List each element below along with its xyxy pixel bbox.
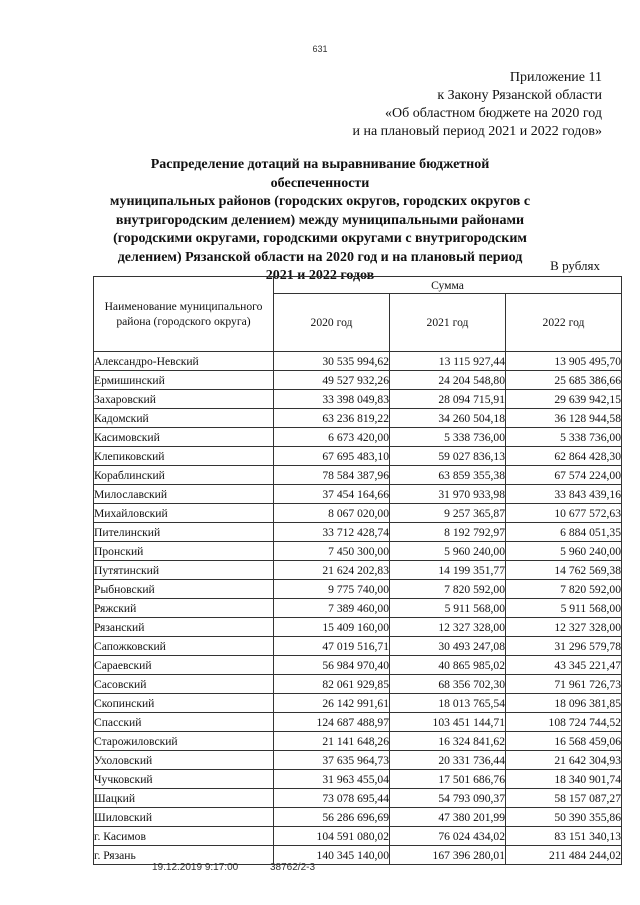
amount-2020-cell: 37 454 164,66 [274,485,390,504]
appendix-line-2: к Закону Рязанской области [437,88,602,103]
amount-2022-cell: 33 843 439,16 [506,485,622,504]
appendix-line-1: Приложение 11 [509,70,602,85]
amount-2022-cell: 108 724 744,52 [506,713,622,732]
municipality-name-cell: Сасовский [94,675,274,694]
amount-2020-cell: 26 142 991,61 [274,694,390,713]
amount-2022-cell: 10 677 572,63 [506,504,622,523]
amount-2021-cell: 20 331 736,44 [390,751,506,770]
amount-2020-cell: 7 450 300,00 [274,542,390,561]
municipality-name-cell: Скопинский [94,694,274,713]
amount-2020-cell: 67 695 483,10 [274,447,390,466]
amount-2020-cell: 15 409 160,00 [274,618,390,637]
table-row [94,789,622,808]
table-row [94,732,622,751]
municipality-name-cell: Александро-Невский [94,352,274,371]
municipality-name-cell: г. Рязань [94,846,274,865]
amount-2022-cell: 62 864 428,30 [506,447,622,466]
municipality-name-cell: г. Касимов [94,827,274,846]
amount-2021-cell: 30 493 247,08 [390,637,506,656]
amount-2022-cell: 5 338 736,00 [506,428,622,447]
amount-2022-cell: 6 884 051,35 [506,523,622,542]
appendix-line-3: «Об областном бюджете на 2020 год [385,106,602,121]
table-row [94,409,622,428]
header-name: Наименование муниципального района (городского округа) [94,277,274,352]
municipality-name-cell: Рязанский [94,618,274,637]
amount-2020-cell: 47 019 516,71 [274,637,390,656]
municipality-name-cell: Захаровский [94,390,274,409]
amount-2020-cell: 30 535 994,62 [274,352,390,371]
amount-2020-cell: 21 624 202,83 [274,561,390,580]
amount-2021-cell: 68 356 702,30 [390,675,506,694]
table-body [94,352,622,865]
amount-2020-cell: 49 527 932,26 [274,371,390,390]
amount-2020-cell: 31 963 455,04 [274,770,390,789]
municipality-name-cell: Ряжский [94,599,274,618]
municipality-name-cell: Касимовский [94,428,274,447]
amount-2021-cell: 18 013 765,54 [390,694,506,713]
amount-2022-cell: 50 390 355,86 [506,808,622,827]
amount-2021-cell: 5 911 568,00 [390,599,506,618]
amount-2021-cell: 5 338 736,00 [390,428,506,447]
amount-2020-cell: 21 141 648,26 [274,732,390,751]
amount-2022-cell: 211 484 244,02 [506,846,622,865]
table-row [94,656,622,675]
table-row [94,770,622,789]
table-row [94,466,622,485]
amount-2021-cell: 7 820 592,00 [390,580,506,599]
table-row [94,485,622,504]
amount-2020-cell: 63 236 819,22 [274,409,390,428]
table-row [94,352,622,371]
amount-2022-cell: 25 685 386,66 [506,371,622,390]
amount-2022-cell: 18 096 381,85 [506,694,622,713]
table-row [94,580,622,599]
table-row [94,542,622,561]
amount-2021-cell: 14 199 351,77 [390,561,506,580]
amount-2021-cell: 34 260 504,18 [390,409,506,428]
amount-2022-cell: 83 151 340,13 [506,827,622,846]
amount-2022-cell: 67 574 224,00 [506,466,622,485]
municipality-name-cell: Шиловский [94,808,274,827]
municipality-name-cell: Спасский [94,713,274,732]
table-row [94,713,622,732]
municipality-name-cell: Сапожковский [94,637,274,656]
municipality-name-cell: Рыбновский [94,580,274,599]
amount-2022-cell: 43 345 221,47 [506,656,622,675]
table-row [94,618,622,637]
municipality-name-cell: Шацкий [94,789,274,808]
amount-2022-cell: 12 327 328,00 [506,618,622,637]
municipality-name-cell: Пителинский [94,523,274,542]
municipality-name-cell: Пронский [94,542,274,561]
municipality-name-cell: Старожиловский [94,732,274,751]
amount-2022-cell: 14 762 569,38 [506,561,622,580]
table-row [94,808,622,827]
header-year-2021: 2021 год [390,294,506,352]
amount-2020-cell: 9 775 740,00 [274,580,390,599]
amount-2020-cell: 124 687 488,97 [274,713,390,732]
appendix-line-4: и на плановый период 2021 и 2022 годов» [352,124,602,139]
amount-2022-cell: 71 961 726,73 [506,675,622,694]
municipality-name-cell: Кораблинский [94,466,274,485]
amount-2022-cell: 21 642 304,93 [506,751,622,770]
amount-2021-cell: 76 024 434,02 [390,827,506,846]
amount-2021-cell: 12 327 328,00 [390,618,506,637]
amount-2021-cell: 9 257 365,87 [390,504,506,523]
amount-2021-cell: 8 192 792,97 [390,523,506,542]
amount-2022-cell: 5 960 240,00 [506,542,622,561]
municipality-name-cell: Кадомский [94,409,274,428]
title-line-4: (городскими округами, городскими округами с внутригородским [113,231,527,246]
amount-2022-cell: 58 157 087,27 [506,789,622,808]
amount-2020-cell: 78 584 387,96 [274,466,390,485]
table-row [94,390,622,409]
table-row [94,504,622,523]
amount-2021-cell: 13 115 927,44 [390,352,506,371]
amount-2022-cell: 7 820 592,00 [506,580,622,599]
amount-2021-cell: 17 501 686,76 [390,770,506,789]
header-year-2022: 2022 год [506,294,622,352]
footer-code: 38762/2-3 [270,862,316,873]
amount-2021-cell: 28 094 715,91 [390,390,506,409]
subsidy-table [93,276,622,865]
amount-2022-cell: 18 340 901,74 [506,770,622,789]
amount-2022-cell: 36 128 944,58 [506,409,622,428]
municipality-name-cell: Ухоловский [94,751,274,770]
amount-2021-cell: 59 027 836,13 [390,447,506,466]
title-line-3: внутригородским делением) между муниципальными районами [115,212,525,228]
amount-2020-cell: 6 673 420,00 [274,428,390,447]
amount-2020-cell: 8 067 020,00 [274,504,390,523]
amount-2022-cell: 16 568 459,06 [506,732,622,751]
amount-2021-cell: 167 396 280,01 [390,846,506,865]
amount-2022-cell: 31 296 579,78 [506,637,622,656]
table-row [94,827,622,846]
document-title [100,156,540,286]
amount-2022-cell: 29 639 942,15 [506,390,622,409]
table-row [94,523,622,542]
title-line-6: 2021 и 2022 годов [265,268,375,283]
municipality-name-cell: Путятинский [94,561,274,580]
amount-2020-cell: 104 591 080,02 [274,827,390,846]
municipality-name-cell: Сараевский [94,656,274,675]
amount-2021-cell: 103 451 144,71 [390,713,506,732]
title-line-2: муниципальных районов (городских округов, городских округов с [109,194,531,209]
currency-unit: В рублях [550,258,600,273]
appendix-header [352,69,602,141]
amount-2021-cell: 16 324 841,62 [390,732,506,751]
amount-2020-cell: 56 286 696,69 [274,808,390,827]
amount-2021-cell: 31 970 933,98 [390,485,506,504]
header-year-2020: 2020 год [274,294,390,352]
table-row [94,675,622,694]
header-sum: Сумма [274,277,622,294]
amount-2020-cell: 82 061 929,85 [274,675,390,694]
municipality-name-cell: Михайловский [94,504,274,523]
amount-2021-cell: 54 793 090,37 [390,789,506,808]
table-row [94,751,622,770]
amount-2022-cell: 5 911 568,00 [506,599,622,618]
amount-2021-cell: 63 859 355,38 [390,466,506,485]
amount-2021-cell: 40 865 985,02 [390,656,506,675]
amount-2020-cell: 33 712 428,74 [274,523,390,542]
title-line-5: делением) Рязанской области на 2020 год и на плановый период [117,249,523,265]
municipality-name-cell: Чучковский [94,770,274,789]
amount-2021-cell: 47 380 201,99 [390,808,506,827]
table-row [94,599,622,618]
table-row [94,428,622,447]
amount-2020-cell: 33 398 049,83 [274,390,390,409]
municipality-name-cell: Милославский [94,485,274,504]
table-row [94,694,622,713]
amount-2020-cell: 140 345 140,00 [274,846,390,865]
table-row [94,371,622,390]
amount-2020-cell: 56 984 970,40 [274,656,390,675]
amount-2021-cell: 5 960 240,00 [390,542,506,561]
amount-2020-cell: 37 635 964,73 [274,751,390,770]
municipality-name-cell: Клепиковский [94,447,274,466]
title-line-1: Распределение дотаций на выравнивание бюджетной обеспеченности [150,157,490,191]
table-row [94,447,622,466]
table-row [94,561,622,580]
municipality-name-cell: Ермишинский [94,371,274,390]
amount-2021-cell: 24 204 548,80 [390,371,506,390]
table-row [94,637,622,656]
amount-2020-cell: 73 078 695,44 [274,789,390,808]
amount-2022-cell: 13 905 495,70 [506,352,622,371]
amount-2020-cell: 7 389 460,00 [274,599,390,618]
page-number: 631 [312,44,328,54]
footer-date: 19.12.2019 9:17:00 [152,862,239,873]
